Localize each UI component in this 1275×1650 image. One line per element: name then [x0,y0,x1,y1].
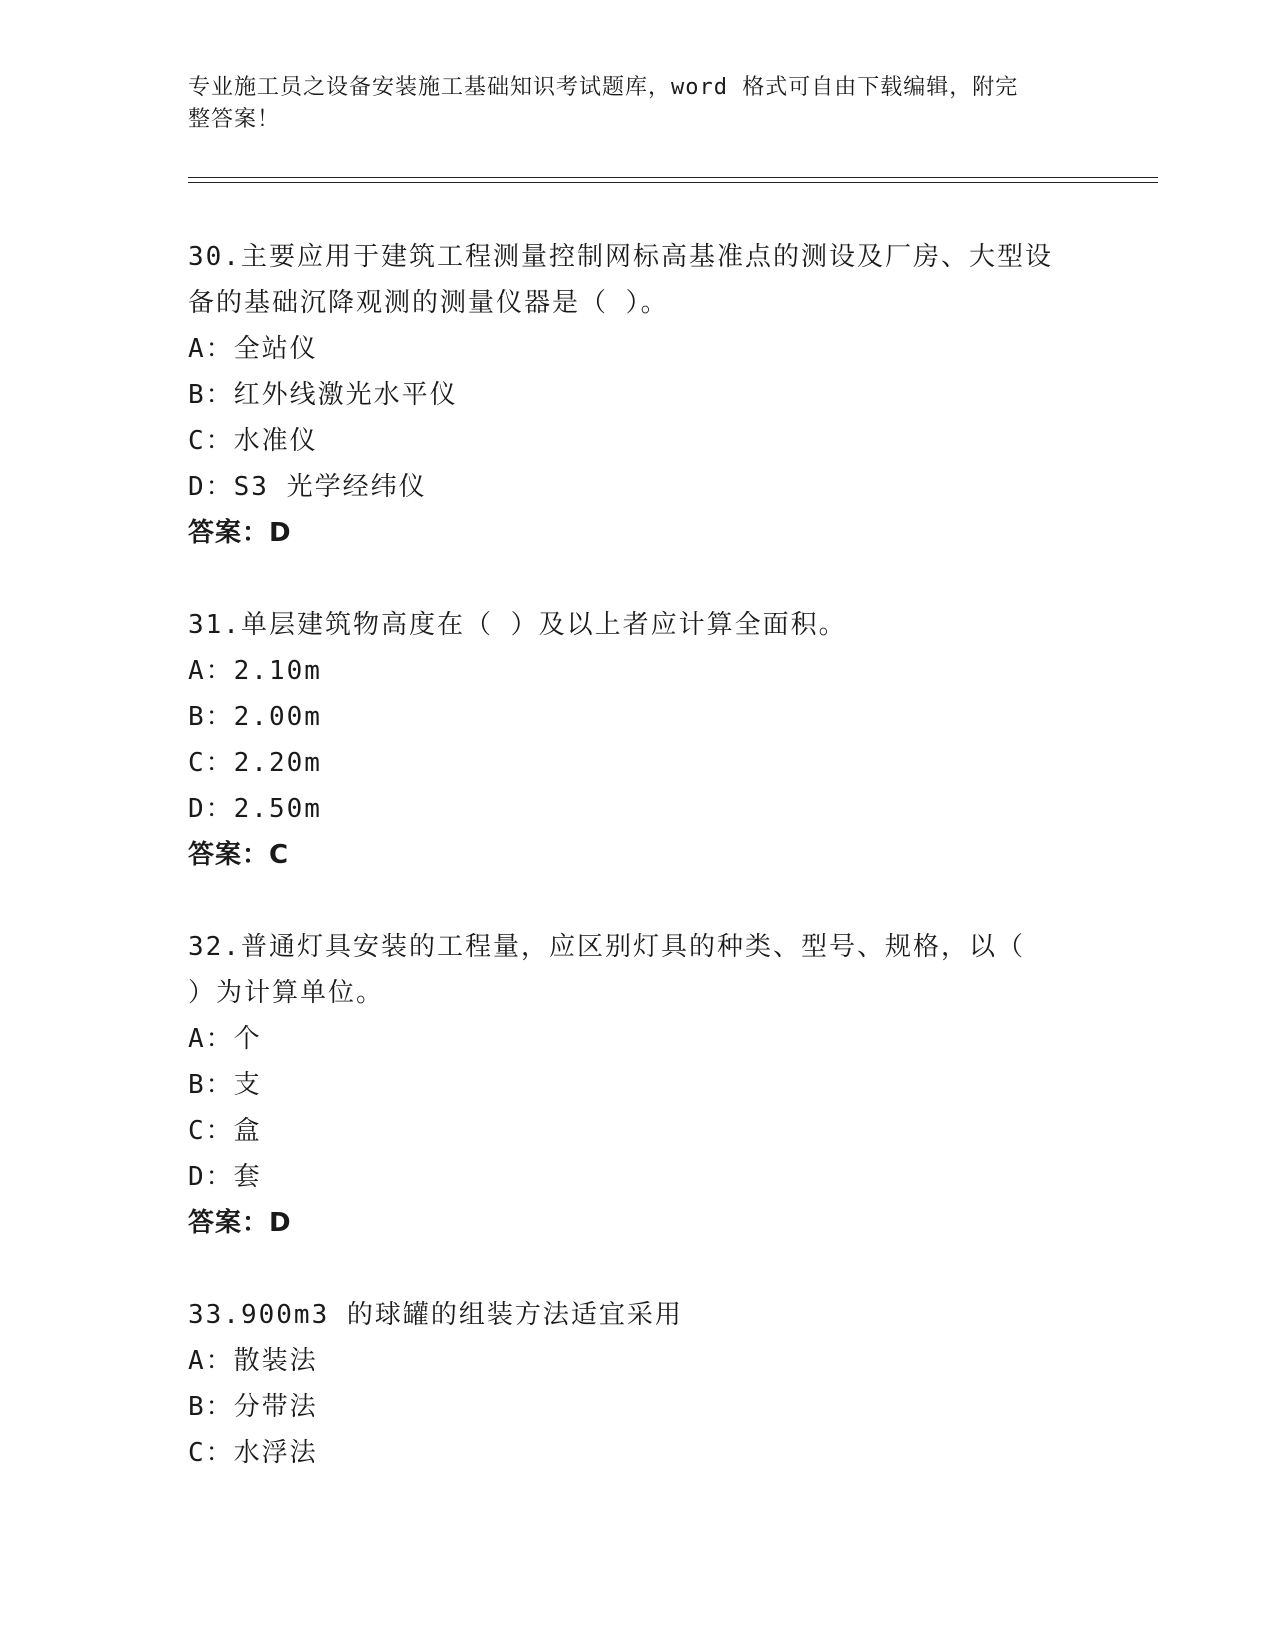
header-line-1: 专业施工员之设备安装施工基础知识考试题库，word 格式可自由下载编辑，附完 [188,75,1019,100]
question-line: 31.单层建筑物高度在（ ）及以上者应计算全面积。 [188,610,847,640]
option-d: D：2.50m [188,794,322,824]
question-line: ）为计算单位。 [188,978,385,1008]
question-line: 33.900m3 的球罐的组装方法适宜采用 [188,1300,683,1330]
question-30 [188,234,1088,556]
option-b: B：红外线激光水平仪 [188,380,458,410]
header-divider-bottom [188,182,1158,183]
option-c: C：水准仪 [188,426,318,456]
option-b: B：支 [188,1070,262,1100]
option-d: D：套 [188,1162,262,1192]
option-c: C：水浮法 [188,1438,318,1468]
question-31 [188,602,1088,878]
option-a: A：2.10m [188,656,322,686]
option-b: B：分带法 [188,1392,318,1422]
option-c: C：2.20m [188,748,322,778]
question-list [188,234,1088,1476]
answer-line: 答案：D [188,1208,292,1238]
question-text [188,1292,1088,1338]
header-line-2: 整答案！ [188,107,281,132]
answer-line: 答案：D [188,518,292,548]
option-b: B：2.00m [188,702,322,732]
question-32 [188,924,1088,1246]
option-a: A：全站仪 [188,334,318,364]
question-line: 备的基础沉降观测的测量仪器是（ ）。 [188,288,669,318]
answer-line: 答案：C [188,840,290,870]
option-a: A：散装法 [188,1346,318,1376]
option-d: D：S3 光学经纬仪 [188,472,427,502]
question-text [188,602,1088,648]
question-text [188,924,1088,1016]
question-33 [188,1292,1088,1476]
question-line: 30.主要应用于建筑工程测量控制网标高基准点的测设及厂房、大型设 [188,242,1053,272]
question-text [188,234,1088,326]
option-a: A：个 [188,1024,262,1054]
header-divider-top [188,177,1158,178]
document-header [188,72,1068,136]
option-c: C：盒 [188,1116,262,1146]
question-line: 32.普通灯具安装的工程量，应区别灯具的种类、型号、规格，以（ [188,932,1025,962]
